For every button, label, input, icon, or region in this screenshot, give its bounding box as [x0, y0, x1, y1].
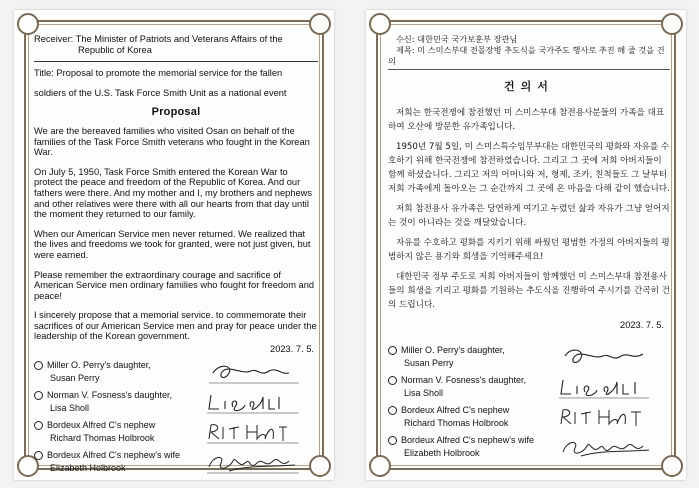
signer-entry	[388, 404, 670, 434]
signer-entry	[388, 374, 670, 404]
paragraph: Please remember the extraordinary courage and sacrifice of American Service men ordinary families who fought for freedom and peace!	[34, 269, 315, 301]
signer-role: Bordeux Alfred C's nephew	[401, 405, 510, 415]
divider	[34, 61, 318, 62]
circle-bullet-icon	[388, 436, 397, 445]
signer-name: Elizabeth Holbrook	[50, 462, 126, 473]
signer-role: Norman V. Fosness's daughter,	[401, 375, 526, 385]
circle-bullet-icon	[34, 391, 43, 400]
signer-entry	[34, 389, 318, 419]
signature-image	[199, 449, 309, 477]
paragraph: I sincerely propose that a memorial service. to commemorate their sacrifices of our American Service men and pray for peace under the leadership of the Korean government.	[34, 310, 317, 342]
signature-image	[553, 434, 663, 462]
circle-bullet-icon	[34, 451, 43, 460]
title-line: Title: Proposal to promote the memorial service for the fallen	[34, 68, 283, 79]
signer-list	[34, 359, 318, 479]
signer-role: Bordeux Alfred C's nephew's wife	[47, 449, 181, 460]
signature-image	[199, 359, 309, 387]
title-line: soldiers of the U.S. Task Force Smith Unit as a national event	[34, 87, 287, 98]
recipient-line: 수신: 대한민국 국가보훈부 장관님	[396, 34, 518, 44]
signature-image	[553, 404, 663, 432]
signer-name: Susan Perry	[50, 372, 100, 383]
signer-name: Elizabeth Holbrook	[404, 448, 480, 458]
signature-image	[199, 419, 309, 447]
signer-entry	[34, 449, 318, 479]
corner-ornament	[309, 13, 331, 35]
circle-bullet-icon	[34, 361, 43, 370]
proposal-heading: Proposal	[151, 106, 201, 119]
signer-role: Norman V. Fosness's daughter,	[47, 389, 172, 400]
signer-name: Richard Thomas Holbrook	[50, 432, 155, 443]
signer-role: Miller O. Perry's daughter,	[401, 345, 505, 355]
circle-bullet-icon	[388, 346, 397, 355]
paragraph: On July 5, 1950, Task Force Smith entered the Korean War to protect the peace and freedom of the Republic of Korea. And our fathers were there. And my mother and I, my brothers and nephews and other relatives were there with all our hearts from that day until the moment they returned to our family.	[34, 166, 313, 220]
date: 2023. 7. 5.	[620, 320, 664, 330]
signature-image	[553, 374, 663, 402]
receiver-line: Republic of Korea	[78, 44, 152, 55]
signer-name: Lisa Sholl	[50, 402, 90, 413]
signer-entry	[34, 419, 318, 449]
signer-name: Richard Thomas Holbrook	[404, 418, 509, 428]
paragraph: 저희는 한국전쟁에 참전했던 미 스미스부대 참전용사분들의 가족을 대표하여 오산에 방문한 유가족입니다.	[388, 108, 665, 132]
corner-ornament	[661, 13, 683, 35]
circle-bullet-icon	[388, 406, 397, 415]
signer-role: Bordeux Alfred C's nephew	[47, 419, 156, 430]
circle-bullet-icon	[34, 421, 43, 430]
signer-role: Miller O. Perry's daughter,	[47, 359, 151, 370]
signer-name: Lisa Sholl	[404, 388, 444, 398]
corner-ornament	[369, 13, 391, 35]
circle-bullet-icon	[388, 376, 397, 385]
signer-entry	[388, 434, 670, 464]
signature-image	[553, 344, 663, 372]
signer-name: Susan Perry	[404, 358, 454, 368]
signer-list	[388, 344, 670, 464]
signer-role: Bordeux Alfred C's nephew's wife	[401, 435, 535, 445]
paragraph: 1950년 7월 5일, 미 스미스특수임무부대는 대한민국의 평화와 자유를 수호하기 위해 한국전쟁에 참전하였습니다. 그리고 그 곳에 저희 아버지들이 함께 하셨습니다. 그리고 저의 어머니와 저, 형제, 조카, 친척들도 그 날부터 저희 가족에게 돌아오는 그 순간까지 그 곳에 온 마음을 다해 같이 했습니다.	[388, 142, 670, 194]
receiver	[34, 34, 318, 55]
korean-content	[388, 34, 670, 464]
signer-entry	[34, 359, 318, 389]
paragraph: 대한민국 정부 주도로 저희 아버지들이 함께했던 미 스미스부대 참전용사들의 희생을 기리고 평화를 기원하는 추도식을 진행하여 주시기를 간곡히 건의 드립니다.	[388, 272, 670, 310]
paragraph: 저희 참전용사 유가족은 당연하게 여기고 누렸던 삶과 자유가 그냥 얻어지는 것이 아니라는 것을 깨달았습니다.	[388, 204, 670, 228]
subject-line: 제목: 미 스미스부대 전몰장병 추도식을 국가주도 행사로 추진 해 줄 것을 건의	[388, 45, 670, 70]
signer-entry	[388, 344, 670, 374]
paragraph: We are the bereaved families who visited Osan on behalf of the families of the Task Force Smith veterans who fought in the Korean War.	[34, 125, 310, 158]
date: 2023. 7. 5.	[270, 344, 314, 355]
paragraph: When our American Service men never returned. We realized that the lives and freedoms we took for granted, were not just given, but were earned.	[34, 228, 311, 260]
english-proposal-page	[14, 10, 334, 480]
receiver-line: Receiver: The Minister of Patriots and Veterans Affairs of the	[34, 34, 283, 44]
proposal-heading: 건의서	[504, 80, 554, 93]
signature-image	[199, 389, 309, 417]
english-content	[34, 34, 318, 479]
corner-ornament	[17, 13, 39, 35]
korean-proposal-page	[366, 10, 686, 480]
paragraph: 자유를 수호하고 평화를 지키기 위해 싸웠던 평범한 가정의 아버지들의 평범하지 않은 용기와 희생을 기억해주세요!	[388, 238, 670, 262]
